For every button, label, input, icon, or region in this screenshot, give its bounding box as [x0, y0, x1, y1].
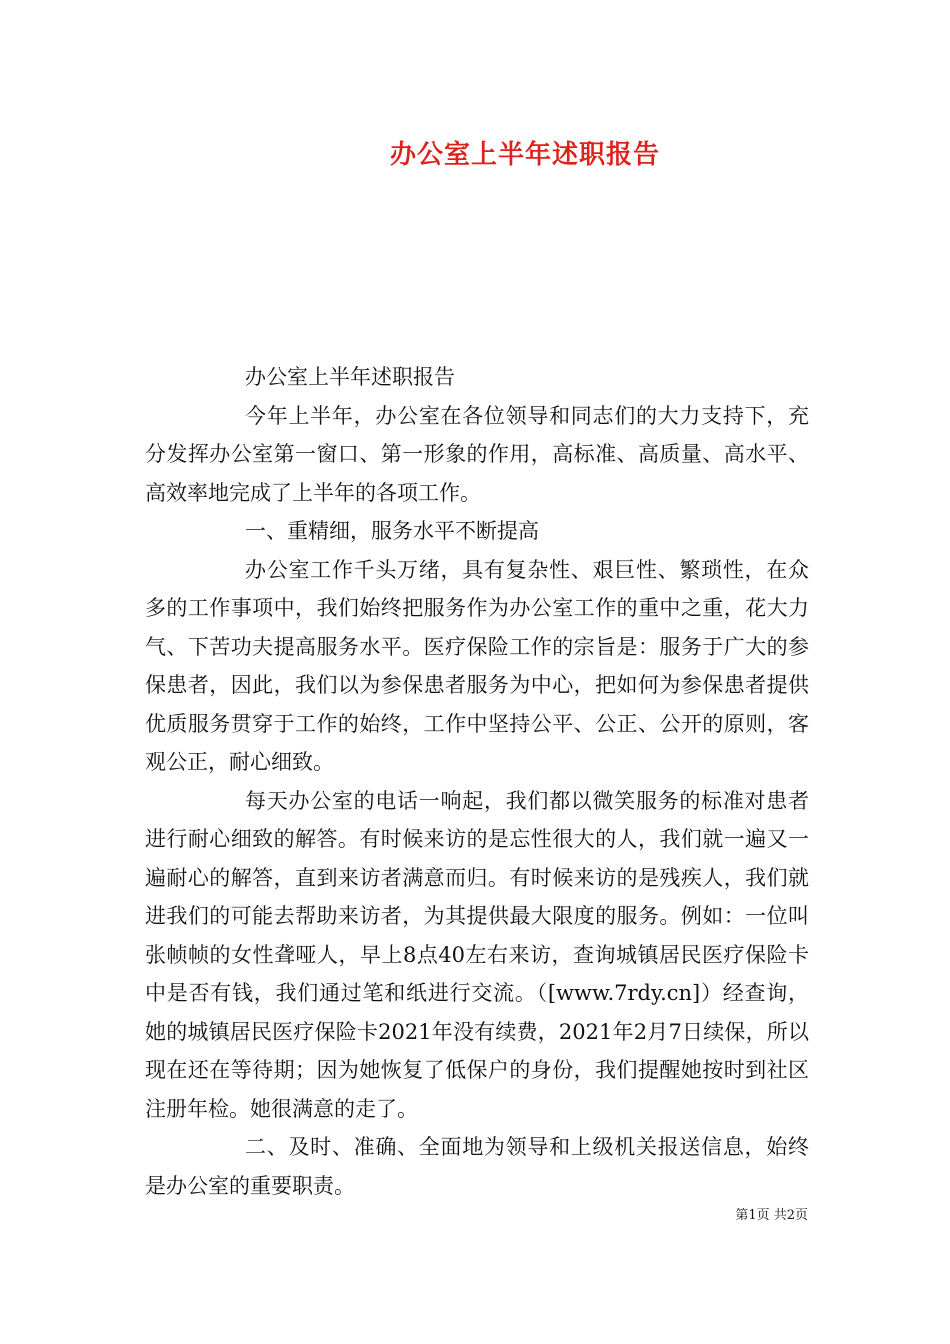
document-title: 办公室上半年述职报告: [389, 140, 660, 170]
paragraph-service: 办公室工作千头万绪，具有复杂性、艰巨性、繁琐性，在众多的工作事项中，我们始终把服务作为办公室工作的重中之重，花大力气、下苦功夫提高服务水平。医疗保险工作的宗旨是：服务于广大的参保患者，因此，我们以为参保患者服务为中心，把如何为参保患者提供优质服务贯穿于工作的始终，工作中坚持公平、公正、公开的原则，客观公正，耐心细致。: [145, 557, 809, 774]
page-number-footer: 第1页 共2页: [735, 1208, 808, 1223]
section-heading-1: 一、重精细，服务水平不断提高: [245, 519, 539, 543]
paragraph-phone: 每天办公室的电话一响起，我们都以微笑服务的标准对患者进行耐心细致的解答。有时候来访的是忘性很大的人，我们就一遍又一遍耐心的解答，直到来访者满意而归。有时候来访的是残疾人，我们就进我们的可能去帮助来访者，为其提供最大限度的服务。例如：一位叫张帧帧的女性聋哑人，早上8点40左右来访，查询城镇居民医疗保险卡中是否有钱，我们通过笔和纸进行交流。（[www.7rdy.cn]）经查询，她的城镇居民医疗保险卡2021年没有续费，2021年2月7日续保，所以现在还在等待期；因为她恢复了低保户的身份，我们提醒她按时到社区注册年检。她很满意的走了。: [145, 788, 809, 1121]
paragraph-heading: 办公室上半年述职报告: [245, 365, 455, 389]
document-body: [145, 358, 809, 1205]
section-heading-2: 二、及时、准确、全面地为领导和上级机关报送信息，始终是办公室的重要职责。: [145, 1135, 809, 1198]
paragraph-intro: 今年上半年，办公室在各位领导和同志们的大力支持下，充分发挥办公室第一窗口、第一形象的作用，高标准、高质量、高水平、高效率地完成了上半年的各项工作。: [145, 403, 809, 505]
